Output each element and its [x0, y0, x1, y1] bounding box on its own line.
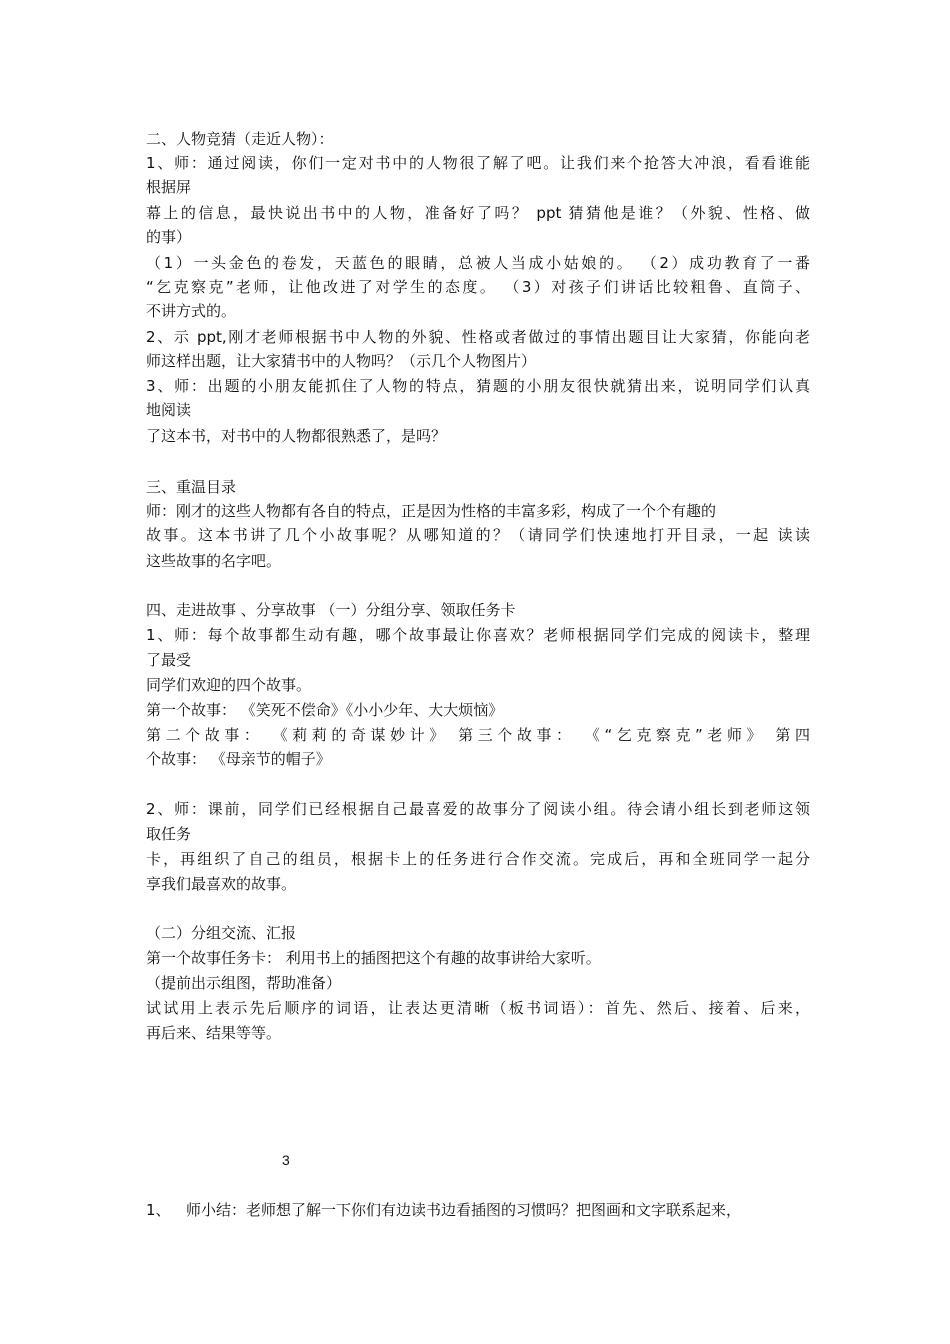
paragraph-line: 同学们欢迎的四个故事。	[146, 676, 312, 694]
paragraph-line: 2、师：课前，同学们已经根据自己最喜爱的故事分了阅读小组。待会请小组长到老师这领	[146, 800, 810, 818]
paragraph-line: “乞克察克”老师，让他改进了对学生的态度。 （3）对孩子们讲话比较粗鲁、直筒子、	[146, 278, 810, 296]
story-list-line: 个故事： 《母亲节的帽子》	[146, 750, 331, 768]
paragraph-line: 再后来、结果等等。	[146, 1024, 282, 1042]
paragraph-line: 享我们最喜欢的故事。	[146, 875, 297, 893]
paragraph-line: 了这本书，对书中的人物都很熟悉了，是吗？	[146, 427, 447, 445]
paragraph-line: 这些故事的名字吧。	[146, 552, 282, 570]
paragraph-line: 幕上的信息，最快说出书中的人物，准备好了吗？ ppt 猜猜他是谁？（外貌、性格、做	[146, 204, 810, 222]
paragraph-line: 2、示 ppt,刚才老师根据书中人物的外貌、性格或者做过的事情出题目让大家猜，你能向老	[146, 328, 810, 346]
story-list-line: 第二个故事： 《莉莉的奇谋妙计》 第三个故事： 《“乞克察克”老师》 第四	[146, 726, 810, 744]
page-number: 3	[282, 1152, 290, 1168]
paragraph-line: 第一个故事任务卡： 利用书上的插图把这个有趣的故事讲给大家听。	[146, 949, 601, 967]
section-heading-4: 四、走进故事 、分享故事 （一）分组分享、领取任务卡	[146, 601, 516, 619]
paragraph-line: 故事。这本书讲了几个小故事呢？从哪知道的？（请同学们快速地打开目录，一起 读读	[146, 526, 810, 544]
paragraph-text: 师小结：老师想了解一下你们有边读书边看插图的习惯吗？把图画和文字联系起来，	[186, 1201, 742, 1219]
paragraph-line: 取任务	[146, 825, 192, 843]
section-heading-2: 二、人物竞猜（走近人物）：	[146, 130, 334, 148]
paragraph-line	[146, 1198, 810, 1222]
paragraph-line: 了最受	[146, 651, 192, 669]
paragraph-line: （1）一头金色的卷发，天蓝色的眼睛，总被人当成小姑娘的。 （2）成功教育了一番	[146, 254, 810, 272]
paragraph-line: 试试用上表示先后顺序的词语，让表达更清晰（板书词语）：首先、然后、接着、后来，	[146, 999, 810, 1017]
paragraph-line: 卡，再组织了自己的组员，根据卡上的任务进行合作交流。完成后，再和全班同学一起分	[146, 850, 810, 868]
paragraph-line: 1、师：每个故事都生动有趣，哪个故事最让你喜欢？老师根据同学们完成的阅读卡，整理	[146, 626, 810, 644]
paragraph-line: 师：刚才的这些人物都有各自的特点，正是因为性格的丰富多彩，构成了一个个有趣的	[146, 502, 717, 520]
story-list-line: 第一个故事： 《笑死不偿命》《小小少年、大大烦恼》	[146, 701, 504, 719]
paragraph-line: 3、师：出题的小朋友能抓住了人物的特点，猜题的小朋友很快就猜出来，说明同学们认真	[146, 377, 810, 395]
paragraph-line: （提前出示组图，帮助准备）	[146, 974, 342, 992]
paragraph-line: 师这样出题，让大家猜书中的人物吗？（示几个人物图片）	[146, 352, 537, 370]
paragraph-line: 的事）	[146, 228, 192, 246]
subsection-heading: （二）分组交流、汇报	[146, 924, 297, 942]
paragraph-line: 1、师：通过阅读，你们一定对书中的人物很了解了吧。让我们来个抢答大冲浪，看看谁能	[146, 154, 810, 172]
paragraph-line: 根据屏	[146, 178, 192, 196]
section-heading-3: 三、重温目录	[146, 478, 237, 496]
paragraph-line: 不讲方式的。	[146, 302, 237, 320]
list-number: 1、	[146, 1201, 171, 1219]
paragraph-line: 地阅读	[146, 401, 192, 419]
